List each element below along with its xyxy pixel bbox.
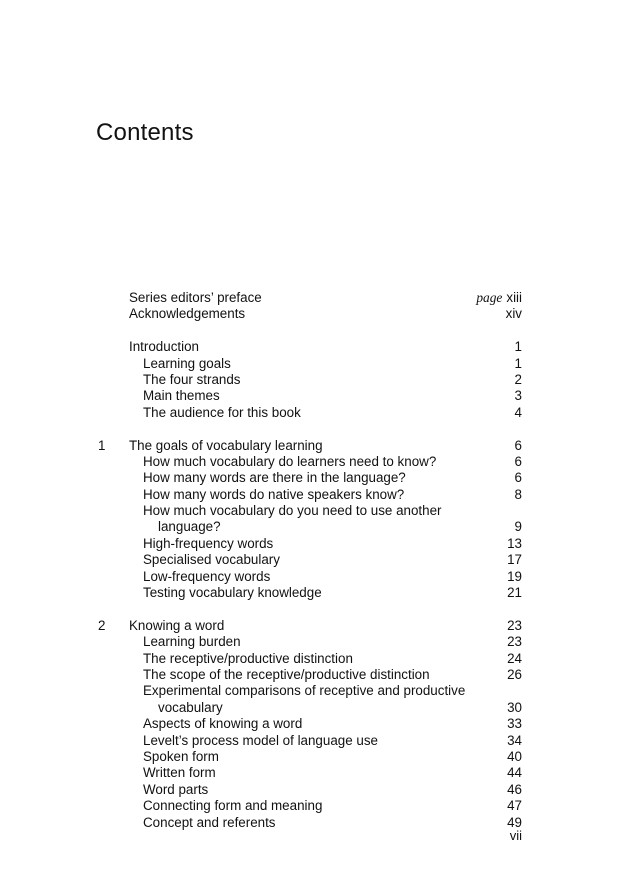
toc-entry-title: Introduction	[129, 339, 199, 355]
toc-page-number	[507, 798, 522, 814]
toc-page-value: 8	[514, 486, 522, 502]
toc-entry	[98, 798, 522, 814]
toc-entry	[98, 552, 522, 568]
toc-page-number	[507, 700, 522, 716]
toc-page-value: 47	[507, 798, 522, 814]
toc-page-value: 9	[514, 519, 522, 535]
toc-page-number	[515, 405, 522, 421]
toc-page-value: 26	[507, 666, 522, 682]
toc-entry-title: Word parts	[143, 781, 209, 797]
toc-entry-title: Specialised vocabulary	[143, 552, 280, 568]
toc-entry-title: vocabulary	[158, 699, 223, 715]
toc-gap	[98, 421, 522, 437]
toc-page-value: 6	[514, 437, 522, 453]
toc-entry	[98, 782, 522, 798]
toc-page-value: 19	[507, 568, 522, 584]
toc-entry-title: Spoken form	[143, 748, 219, 764]
toc-entry-title: language?	[158, 519, 221, 535]
toc-page-number	[507, 536, 522, 552]
toc-page-value: 30	[507, 699, 522, 715]
toc-page-number	[507, 651, 522, 667]
toc-entry	[98, 306, 522, 322]
toc-page-number	[515, 388, 522, 404]
toc-entry-title: Levelt’s process model of language use	[143, 732, 378, 748]
toc-entry	[98, 634, 522, 650]
toc-page-value: 23	[507, 634, 522, 650]
toc-page-number	[507, 716, 522, 732]
toc-page-number	[507, 634, 522, 650]
toc-entry-title: Concept and referents	[143, 814, 276, 830]
toc-page-number	[507, 618, 522, 634]
toc-entry	[98, 290, 522, 306]
toc-entry	[98, 487, 522, 503]
toc-page-value: 2	[514, 371, 522, 387]
table-of-contents	[98, 290, 522, 831]
toc-entry	[98, 470, 522, 486]
toc-page-value: 1	[514, 339, 522, 355]
toc-entry	[98, 569, 522, 585]
toc-entry-title: Learning goals	[143, 355, 231, 371]
toc-page-value: 44	[507, 765, 522, 781]
toc-entry-title: The four strands	[143, 371, 241, 387]
toc-page-number	[507, 569, 522, 585]
toc-entry	[98, 388, 522, 404]
toc-page-number	[507, 749, 522, 765]
toc-entry	[98, 438, 522, 454]
toc-entry	[98, 667, 522, 683]
toc-page-value: 13	[507, 535, 522, 551]
toc-entry-title: Series editors’ preface	[129, 290, 262, 305]
toc-page-value: 1	[514, 355, 522, 371]
toc-page-value: 3	[514, 388, 522, 404]
toc-entry-title: Low-frequency words	[143, 568, 271, 584]
toc-entry-title: Aspects of knowing a word	[143, 716, 303, 732]
toc-chapter-number: 2	[98, 617, 106, 633]
toc-page-number	[507, 733, 522, 749]
toc-page-number	[515, 519, 522, 535]
toc-page-value: 17	[507, 552, 522, 568]
toc-page-number	[507, 585, 522, 601]
toc-entry	[98, 519, 522, 535]
toc-page-value: 33	[507, 716, 522, 732]
toc-entry	[98, 503, 522, 519]
toc-page-value: 6	[514, 470, 522, 486]
toc-page-number	[507, 782, 522, 798]
toc-entry-title: Knowing a word	[129, 617, 225, 633]
toc-page-number	[515, 356, 522, 372]
toc-entry	[98, 585, 522, 601]
toc-entry	[98, 454, 522, 470]
toc-page-number	[515, 487, 522, 503]
toc-page-number	[515, 438, 522, 454]
toc-page-value: 6	[514, 453, 522, 469]
toc-entry-title: Testing vocabulary knowledge	[143, 585, 322, 601]
toc-chapter-number: 1	[98, 437, 106, 453]
toc-entry-title: How much vocabulary do learners need to know?	[143, 453, 437, 469]
toc-page-number	[476, 290, 522, 306]
toc-entry-title: Learning burden	[143, 634, 241, 650]
toc-entry	[98, 733, 522, 749]
toc-page-value: 40	[507, 748, 522, 764]
toc-entry-title: Connecting form and meaning	[143, 798, 323, 814]
toc-entry	[98, 749, 522, 765]
toc-entry-title: Written form	[143, 765, 216, 781]
toc-entry-title: How much vocabulary do you need to use another	[143, 503, 442, 519]
page-title: Contents	[96, 119, 194, 146]
toc-page-value: xiv	[505, 306, 522, 322]
toc-entry	[98, 765, 522, 781]
toc-entry-title: The receptive/productive distinction	[143, 650, 353, 666]
toc-page-prefix: page	[476, 290, 503, 305]
toc-entry-title: High-frequency words	[143, 535, 274, 551]
toc-entry	[98, 339, 522, 355]
toc-page-value: 49	[507, 814, 522, 830]
toc-entry-title: The goals of vocabulary learning	[129, 437, 323, 453]
toc-page-value: 24	[507, 650, 522, 666]
toc-page-number	[507, 765, 522, 781]
toc-page-value: xiii	[506, 290, 522, 305]
toc-page-number	[507, 552, 522, 568]
toc-entry	[98, 651, 522, 667]
toc-entry-title: The audience for this book	[143, 404, 301, 420]
toc-page-number	[515, 470, 522, 486]
toc-page-value: 21	[507, 585, 522, 601]
toc-entry-title: Main themes	[143, 388, 220, 404]
toc-page-number	[515, 339, 522, 355]
toc-page-number	[515, 372, 522, 388]
toc-page-value: 34	[507, 732, 522, 748]
toc-entry	[98, 815, 522, 831]
toc-page-value: 46	[507, 781, 522, 797]
page-number: vii	[509, 828, 522, 843]
toc-entry-title: The scope of the receptive/productive distinction	[143, 666, 430, 682]
toc-entry	[98, 356, 522, 372]
toc-page-value: 23	[507, 617, 522, 633]
toc-page-number	[507, 667, 522, 683]
toc-entry-title: How many words do native speakers know?	[143, 486, 405, 502]
toc-entry-title: Acknowledgements	[129, 306, 246, 322]
toc-entry	[98, 683, 522, 699]
toc-page-value: 4	[514, 404, 522, 420]
toc-gap	[98, 323, 522, 339]
toc-gap	[98, 601, 522, 617]
toc-entry	[98, 700, 522, 716]
toc-entry	[98, 536, 522, 552]
toc-page-number	[506, 306, 522, 322]
toc-entry	[98, 405, 522, 421]
toc-entry	[98, 716, 522, 732]
toc-entry	[98, 618, 522, 634]
toc-page-number	[515, 454, 522, 470]
toc-entry	[98, 372, 522, 388]
toc-entry-title: Experimental comparisons of receptive and productive	[143, 683, 466, 699]
toc-entry-title: How many words are there in the language?	[143, 470, 406, 486]
